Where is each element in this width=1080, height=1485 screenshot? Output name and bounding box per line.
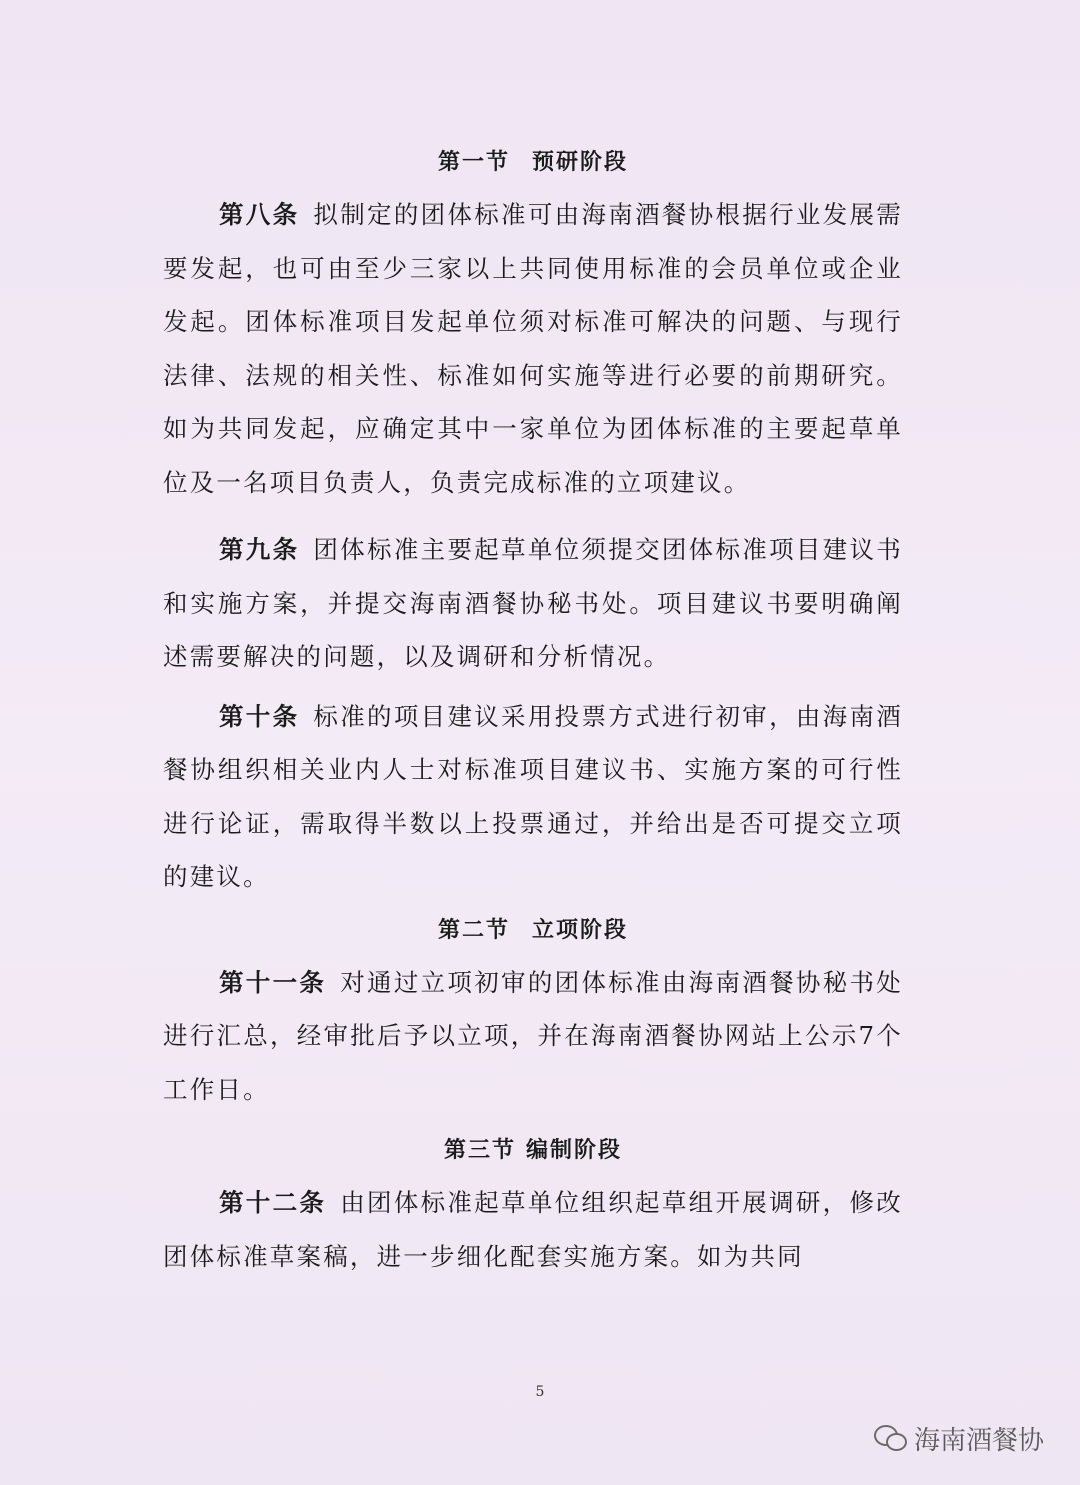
article-text: 团体标准主要起草单位须提交团体标准项目建议书和实施方案，并提交海南酒餐协秘书处。项目建议书要明确阐述需要解决的问题，以及调研和分析情况。 xyxy=(163,535,903,671)
section-heading-1 xyxy=(163,142,903,182)
section-heading-3 xyxy=(163,1130,903,1170)
article-text: 标准的项目建议采用投票方式进行初审，由海南酒餐协组织相关业内人士对标准项目建议书、实施方案的可行性进行论证，需取得半数以上投票通过，并给出是否可提交立项的建议。 xyxy=(163,701,903,891)
watermark xyxy=(874,1420,1044,1457)
article-label: 第八条 xyxy=(219,200,300,229)
section-title: 预研阶段 xyxy=(532,149,629,175)
section-title: 编制阶段 xyxy=(526,1137,623,1163)
section-number: 第一节 xyxy=(437,149,510,175)
article-text: 对通过立项初审的团体标准由海南酒餐协秘书处进行汇总，经审批后予以立项，并在海南酒餐协网站上公示7个工作日。 xyxy=(163,967,903,1104)
article-text: 拟制定的团体标准可由海南酒餐协根据行业发展需要发起，也可由至少三家以上共同使用标准的会员单位或企业发起。团体标准项目发起单位须对标准可解决的问题、与现行法律、法规的相关性、标准如何实施等进行必要的前期研究。如为共同发起，应确定其中一家单位为团体标准的主要起草单位及一名项目负责人，负责完成标准的立项建议。 xyxy=(163,200,903,497)
section-number: 第三节 xyxy=(443,1137,516,1163)
article-12 xyxy=(163,1176,903,1283)
section-heading-2 xyxy=(163,910,903,950)
article-label: 第十二条 xyxy=(219,1188,327,1217)
article-label: 第九条 xyxy=(219,535,300,564)
watermark-text: 海南酒餐协 xyxy=(913,1426,1044,1456)
article-8 xyxy=(163,188,903,509)
page-number: 5 xyxy=(535,1384,545,1400)
article-10 xyxy=(163,690,903,904)
article-label: 第十条 xyxy=(219,701,300,731)
section-title: 立项阶段 xyxy=(532,916,629,943)
section-number: 第二节 xyxy=(437,916,510,943)
article-text: 由团体标准起草单位组织起草组开展调研，修改团体标准草案稿，进一步细化配套实施方案。如为共同 xyxy=(163,1188,903,1271)
article-11 xyxy=(163,956,903,1117)
document-body xyxy=(163,142,903,1283)
article-9 xyxy=(163,523,903,684)
article-label: 第十一条 xyxy=(219,967,327,997)
wechat-icon xyxy=(874,1425,906,1453)
